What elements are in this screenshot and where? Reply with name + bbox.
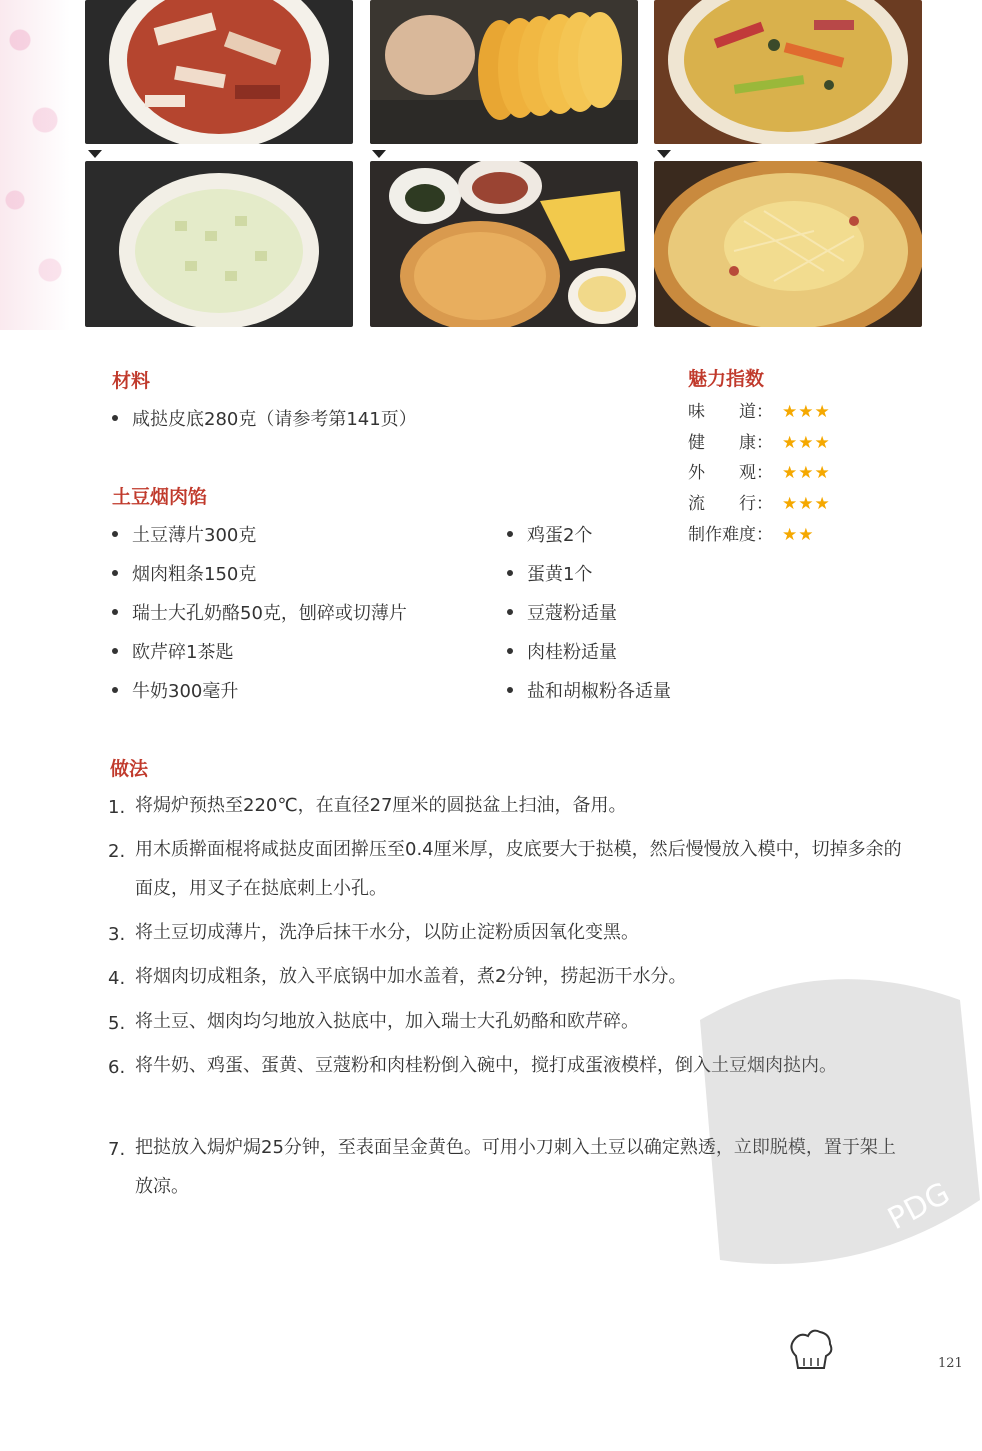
filling-item: 盐和胡椒粉各适量 (507, 677, 671, 703)
step-number: 3. (108, 924, 126, 945)
method-step (108, 913, 908, 952)
step-number: 1. (108, 797, 126, 818)
star-icon: ★★★ (782, 494, 831, 514)
step-text: 将土豆、烟肉均匀地放入挞底中，加入瑞士大孔奶酪和欧芹碎。 (135, 1011, 639, 1032)
star-icon: ★★ (782, 525, 815, 545)
filling-item: 鸡蛋2个 (507, 521, 592, 547)
filling-item: 欧芹碎1茶匙 (112, 638, 233, 664)
filling-item: 肉桂粉适量 (507, 638, 617, 664)
photo-chopped-onion (85, 161, 353, 327)
rating-row-popularity (688, 489, 831, 514)
rating-row-taste (688, 397, 831, 422)
step-number: 2. (108, 841, 126, 862)
rating-row-appearance (688, 458, 831, 483)
step-text: 将焗炉预热至220℃，在直径27厘米的圆挞盆上扫油，备用。 (135, 795, 627, 816)
step-text: 将土豆切成薄片，洗净后抹干水分，以防止淀粉质因氧化变黑。 (135, 922, 639, 943)
step-arrow-icon (372, 150, 386, 158)
photo-baked-quiche (654, 161, 922, 327)
rating-label: 健 康： (688, 433, 773, 453)
watermark-text: PDG (882, 1175, 956, 1238)
step-number: 7. (108, 1139, 126, 1160)
filling-item: 瑞士大孔奶酪50克，刨碎或切薄片 (112, 599, 407, 625)
step-text: 用木质擀面棍将咸挞皮面团擀压至0.4厘米厚，皮底要大于挞模，然后慢慢放入模中，切掉多余的面皮，用叉子在挞底刺上小孔。 (135, 839, 902, 899)
rating-label: 流 行： (688, 494, 773, 514)
filling-item: 烟肉粗条150克 (112, 560, 256, 586)
step-arrow-icon (88, 150, 102, 158)
materials-item: 咸挞皮底280克（请参考第141页） (112, 405, 417, 431)
filling-item: 豆蔻粉适量 (507, 599, 617, 625)
star-icon: ★★★ (782, 463, 831, 483)
chef-hat-icon (786, 1326, 836, 1374)
photo-potato-slices (370, 0, 638, 144)
rating-label: 味 道： (688, 402, 773, 422)
rating-row-health (688, 428, 831, 453)
step-arrow-icon (657, 150, 671, 158)
photo-ingredients-tart-shell (370, 161, 638, 327)
materials-title: 材料 (112, 370, 151, 392)
filling-item: 土豆薄片300克 (112, 521, 256, 547)
step-text: 将烟肉切成粗条，放入平底锅中加水盖着，煮2分钟，捞起沥干水分。 (135, 966, 687, 987)
charm-index-title: 魅力指数 (688, 368, 765, 390)
method-step (108, 830, 908, 908)
rating-label: 外 观： (688, 463, 773, 483)
filling-item: 蛋黄1个 (507, 560, 592, 586)
filling-title: 土豆烟肉馅 (112, 486, 208, 508)
star-icon: ★★★ (782, 402, 831, 422)
pdg-watermark (660, 960, 982, 1300)
method-title: 做法 (110, 758, 149, 780)
step-number: 6. (108, 1057, 126, 1078)
rating-label: 制作难度： (688, 525, 773, 545)
photo-topped-quiche (654, 0, 922, 144)
step-number: 5. (108, 1013, 126, 1034)
star-icon: ★★★ (782, 433, 831, 453)
photo-bacon-pieces (85, 0, 353, 144)
step-number: 4. (108, 968, 126, 989)
page-number: 121 (938, 1356, 963, 1371)
step-text: 把挞放入焗炉焗25分钟，至表面呈金黄色。可用小刀刺入土豆以确定熟透，立即脱模，置于架上放凉。 (135, 1137, 896, 1197)
decorative-flower-border (0, 0, 70, 330)
step-text: 将牛奶、鸡蛋、蛋黄、豆蔻粉和肉桂粉倒入碗中，搅打成蛋液模样，倒入土豆烟肉挞内。 (135, 1055, 837, 1076)
method-step (108, 786, 908, 825)
filling-item: 牛奶300毫升 (112, 677, 238, 703)
rating-row-difficulty (688, 520, 814, 545)
